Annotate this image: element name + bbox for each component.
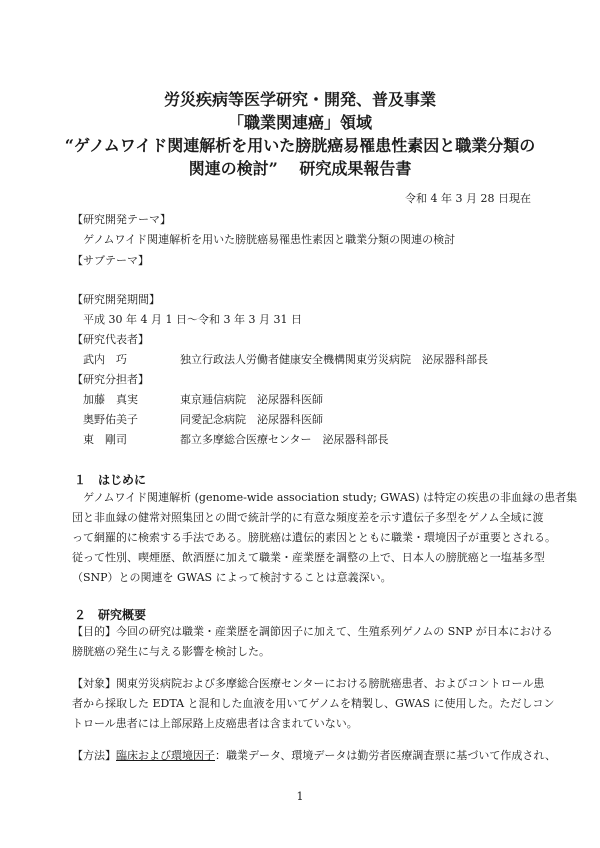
sharer-affiliation: 東京逓信病院 泌尿器科医師 <box>180 393 323 406</box>
paragraph-line: 団と非血縁の健常対照集団との間で統計学的に有意な頻度差を示す遺伝子多型をゲノム全域に渡 <box>72 511 544 524</box>
period-label: 【研究開発期間】 <box>72 293 160 306</box>
sharer-name: 加藤 真実 <box>83 393 138 406</box>
paragraph-line: トロール患者には上部尿路上皮癌患者は含まれていない。 <box>72 717 358 730</box>
sharer-affiliation: 都立多摩総合医療センター 泌尿器科部長 <box>180 433 389 446</box>
sharer-name: 奥野佑美子 <box>83 413 138 426</box>
title-line-1: 労災疾病等医学研究・開発、普及事業 <box>163 90 436 109</box>
title-line-3: “ゲノムワイド関連解析を用いた膀胱癌易罹患性素因と職業分類の <box>64 136 536 155</box>
title-line-4: 関連の検討” 研究成果報告書 <box>188 159 412 178</box>
sharer-affiliation: 同愛記念病院 泌尿器科医師 <box>180 413 323 426</box>
paragraph-line: 従って性別、喫煙歴、飲酒歴に加えて職業・産業歴を調整の上で、日本人の膀胱癌と一塩基多型 <box>72 551 545 564</box>
theme-text: ゲノムワイド関連解析を用いた膀胱癌易罹患性素因と職業分類の関連の検討 <box>83 233 456 246</box>
subtheme-label: 【サブテーマ】 <box>72 254 149 267</box>
sharers-label: 【研究分担者】 <box>72 373 149 386</box>
paragraph-line: 膀胱癌の発生に与える影響を検討した。 <box>72 645 270 658</box>
section-1-heading: １ はじめに <box>74 473 147 487</box>
method-label: 【方法】 <box>72 749 116 762</box>
representative-affiliation: 独立行政法人労働者健康安全機構関東労災病院 泌尿器科部長 <box>180 353 488 366</box>
page-number: 1 <box>296 790 304 803</box>
paragraph-line: 【対象】関東労災病院および多摩総合医療センターにおける膀胱癌患者、およびコントロール患 <box>72 677 545 690</box>
report-date: 令和 4 年 3 月 28 日現在 <box>405 192 531 205</box>
paragraph-line: 【目的】今回の研究は職業・産業歴を調節因子に加えて、生殖系列ゲノムの SNP が日本における <box>72 625 553 638</box>
method-underlined-term: 臨床および環境因子 <box>116 749 215 762</box>
period-text: 平成 30 年 4 月 1 日～令和 3 年 3 月 31 日 <box>83 313 302 326</box>
paragraph-line: ゲノムワイド関連解析 (genome-wide association study; GWAS) は特定の疾患の非血縁の患者集 <box>83 491 578 504</box>
paragraph-line: って網羅的に検索する手法である。膀胱癌は遺伝的素因とともに職業・環境因子が重要とされる。 <box>72 531 556 544</box>
method-text: ：職業データ、環境データは勤労者医療調査票に基づいて作成され、 <box>215 749 556 762</box>
title-line-2: 「職業関連癌」領域 <box>227 113 372 132</box>
sharer-name: 東 剛司 <box>83 433 127 446</box>
paragraph-line: （SNP）との関連を GWAS によって検討することは意義深い。 <box>72 571 392 584</box>
paragraph-line: 者から採取した EDTA と混和した血液を用いてゲノムを精製し、GWAS に使用した。ただしコン <box>72 697 555 710</box>
representative-name: 武内 巧 <box>83 353 127 366</box>
theme-label: 【研究開発テーマ】 <box>72 213 171 226</box>
method-paragraph <box>72 749 556 763</box>
representative-label: 【研究代表者】 <box>72 333 149 346</box>
section-2-heading: ２ 研究概要 <box>74 608 147 622</box>
